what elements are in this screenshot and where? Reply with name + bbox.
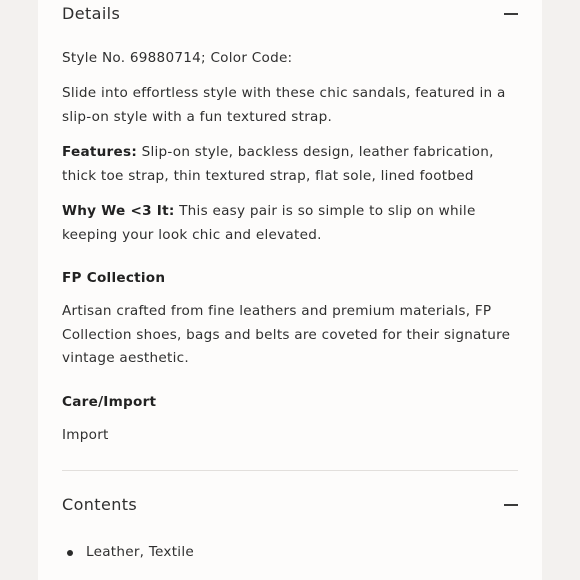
details-accordion-header[interactable] — [62, 0, 518, 30]
style-number: Style No. 69880714; Color Code: — [62, 50, 293, 66]
why-label: Why We <3 It: — [62, 203, 175, 219]
contents-accordion-header[interactable] — [62, 491, 518, 521]
minus-icon[interactable] — [504, 504, 518, 506]
bullet-icon — [67, 550, 73, 556]
product-description: Slide into effortless style with these chic sandals, featured in a slip-on style with a fun textured strap. — [62, 85, 506, 125]
features-label: Features: — [62, 144, 138, 160]
contents-item-label: Leather, Textile — [86, 544, 194, 560]
list-item — [62, 541, 194, 564]
fp-collection-heading: FP Collection — [62, 270, 166, 286]
features-paragraph — [62, 141, 518, 188]
contents-list — [62, 541, 194, 564]
care-import-heading: Care/Import — [62, 394, 157, 410]
section-divider — [62, 470, 518, 471]
contents-title: Contents — [62, 495, 138, 514]
right-margin — [542, 0, 580, 580]
fp-collection-text: Artisan crafted from fine leathers and premium materials, FP Collection shoes, bags and belts are coveted for their signature vintage aesthetic. — [62, 303, 511, 366]
minus-icon[interactable] — [504, 13, 518, 15]
care-import-text: Import — [62, 427, 109, 443]
left-margin — [0, 0, 38, 580]
why-we-love-it-paragraph — [62, 200, 518, 247]
details-title: Details — [62, 4, 121, 23]
features-text: Slip-on style, backless design, leather fabrication, thick toe strap, thin textured strap, flat sole, lined footbed — [62, 144, 494, 184]
why-text: This easy pair is so simple to slip on while keeping your look chic and elevated. — [62, 203, 476, 243]
